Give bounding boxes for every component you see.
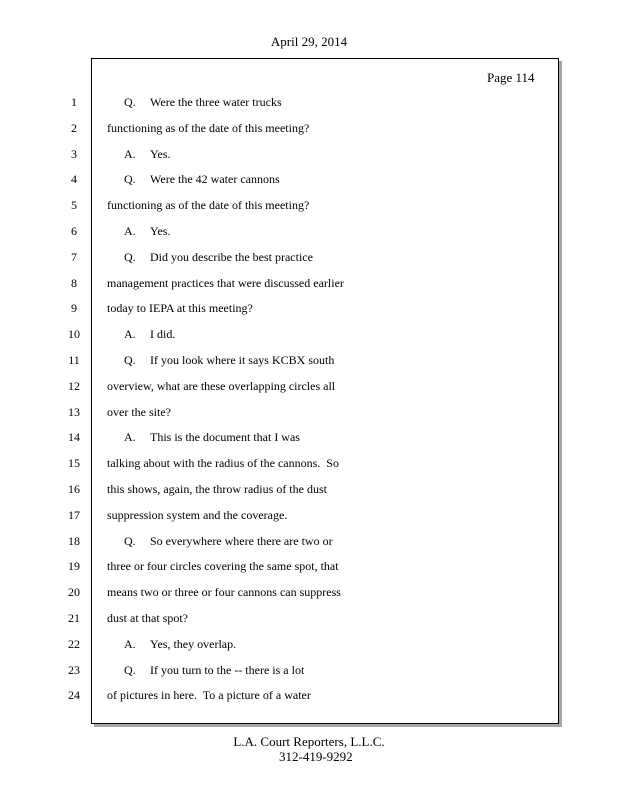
transcript-line [107, 556, 547, 582]
line-text: three or four circles covering the same spot, that [107, 559, 339, 574]
line-number: 22 [68, 636, 80, 651]
speaker-label: A. [124, 223, 136, 238]
line-number: 16 [68, 481, 80, 496]
line-text: suppression system and the coverage. [107, 507, 288, 522]
line-text: Yes. [150, 223, 171, 238]
line-number: 3 [71, 146, 77, 161]
line-number: 1 [71, 95, 77, 109]
transcript-line [107, 660, 547, 686]
header-date: April 29, 2014 [270, 34, 348, 49]
line-number: 19 [68, 559, 80, 574]
transcript-line [107, 324, 547, 350]
transcript-line [107, 169, 547, 195]
line-text: Were the 42 water cannons [150, 172, 280, 187]
speaker-label: A. [124, 636, 136, 651]
line-number: 10 [68, 327, 80, 342]
transcript-line [107, 350, 547, 376]
transcript-line [107, 376, 547, 402]
speaker-label: Q. [124, 352, 136, 367]
line-text: functioning as of the date of this meeting? [107, 198, 310, 213]
transcript-line [107, 608, 547, 634]
line-text: today to IEPA at this meeting? [107, 301, 253, 316]
transcript-line [107, 298, 547, 324]
transcript-line [107, 144, 547, 170]
speaker-label: Q. [124, 95, 136, 109]
line-number: 8 [71, 275, 77, 290]
line-text: over the site? [107, 404, 171, 419]
line-number: 17 [68, 507, 80, 522]
transcript-line [107, 453, 547, 479]
line-number: 7 [71, 249, 77, 264]
line-text: If you look where it says KCBX south [150, 352, 335, 367]
speaker-label: A. [124, 327, 136, 342]
page-number: Page 114 [487, 70, 535, 85]
speaker-label: Q. [124, 172, 136, 187]
transcript-line [107, 685, 547, 711]
line-text: Were the three water trucks [150, 95, 282, 109]
line-number: 23 [68, 662, 80, 677]
line-number: 18 [68, 533, 80, 548]
line-text: dust at that spot? [107, 610, 188, 625]
line-text: of pictures in here. To a picture of a water [107, 688, 311, 703]
transcript-line [107, 505, 547, 531]
transcript-line [107, 582, 547, 608]
line-text: talking about with the radius of the cannons. So [107, 456, 339, 471]
speaker-label: Q. [124, 249, 136, 264]
line-number: 5 [71, 198, 77, 213]
line-text: So everywhere where there are two or [150, 533, 333, 548]
transcript-line [107, 273, 547, 299]
line-text: functioning as of the date of this meeting? [107, 120, 310, 135]
line-text: Yes. [150, 146, 171, 161]
line-text: If you turn to the -- there is a lot [150, 662, 305, 677]
transcript-line [107, 402, 547, 428]
transcript-body [107, 92, 547, 711]
line-text: I did. [150, 327, 176, 342]
footer-phone: 312-419-9292 [279, 749, 353, 764]
line-number: 15 [68, 456, 80, 471]
speaker-label: A. [124, 430, 136, 445]
line-text: Did you describe the best practice [150, 249, 313, 264]
line-number: 12 [68, 378, 80, 393]
line-text: this shows, again, the throw radius of the dust [107, 481, 327, 496]
transcript-line [107, 479, 547, 505]
line-number: 14 [68, 430, 80, 445]
line-number: 2 [71, 120, 77, 135]
line-text: Yes, they overlap. [150, 636, 237, 651]
speaker-label: A. [124, 146, 136, 161]
line-number: 4 [71, 172, 77, 187]
transcript-line [107, 634, 547, 660]
line-number: 21 [68, 610, 80, 625]
line-text: overview, what are these overlapping circles all [107, 378, 336, 393]
transcript-line [107, 118, 547, 144]
line-text: This is the document that I was [150, 430, 300, 445]
transcript-line [107, 195, 547, 221]
line-number: 24 [68, 688, 80, 703]
footer-firm-name: L.A. Court Reporters, L.L.C. [233, 734, 385, 749]
line-text: management practices that were discussed earlier [107, 275, 344, 290]
transcript-line [107, 531, 547, 557]
line-number: 11 [68, 352, 80, 367]
line-number: 20 [68, 585, 80, 600]
transcript-line [107, 92, 547, 118]
line-number: 6 [71, 223, 77, 238]
line-text: means two or three or four cannons can suppress [107, 585, 341, 600]
transcript-line [107, 247, 547, 273]
speaker-label: Q. [124, 533, 136, 548]
footer [0, 734, 618, 764]
transcript-line [107, 427, 547, 453]
speaker-label: Q. [124, 662, 136, 677]
transcript-line [107, 221, 547, 247]
line-number-column [64, 92, 84, 711]
line-number: 9 [71, 301, 77, 316]
line-number: 13 [68, 404, 80, 419]
